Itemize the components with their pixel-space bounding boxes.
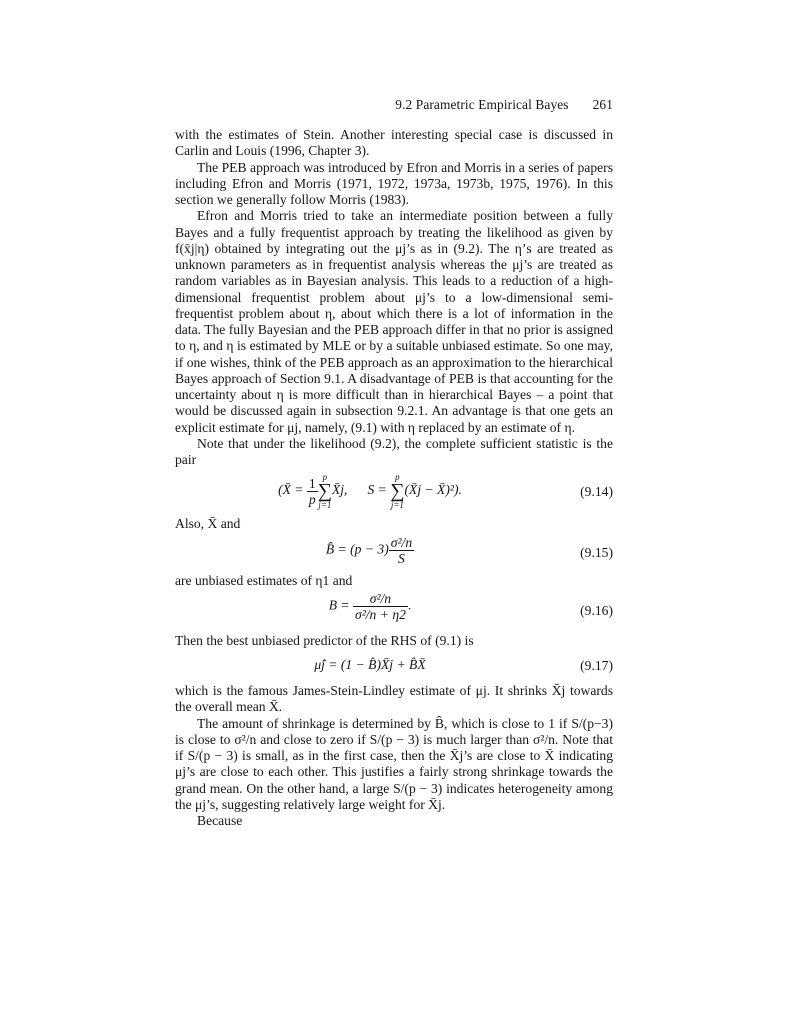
eq16-tail: . bbox=[407, 597, 412, 613]
body-text bbox=[175, 127, 613, 829]
paragraph-1: with the estimates of Stein. Another interesting special case is discussed in Carlin and Louis (1996, Chapter 3). bbox=[175, 127, 613, 159]
paragraph-2: The PEB approach was introduced by Efron and Morris in a series of papers including Efron and Morris (1971, 1972, 1973a, 1973b, 1975, 1976). In this section we generally follow Morris (1983). bbox=[175, 159, 613, 207]
eq15-frac-num: σ²/n bbox=[390, 534, 413, 550]
eq14-frac-num: 1 bbox=[308, 475, 316, 491]
equation-9-15 bbox=[175, 535, 613, 571]
eq14-sum1-lower: j=1 bbox=[318, 500, 332, 511]
page-number: 261 bbox=[592, 97, 613, 112]
equation-number-9-15: (9.15) bbox=[580, 544, 613, 560]
equation-9-14-math bbox=[175, 472, 565, 510]
paragraph-4: Note that under the likelihood (9.2), the complete sufficient statistic is the pair bbox=[175, 435, 613, 467]
eq16-frac-num: σ²/n bbox=[353, 591, 408, 607]
paragraph-10: Because bbox=[197, 813, 243, 828]
eq16-fraction bbox=[353, 591, 408, 622]
equation-9-15-math bbox=[175, 535, 565, 566]
eq14-s-lhs: S = bbox=[367, 482, 387, 498]
paragraph-3: Efron and Morris tried to take an intermediate position between a fully Bayes and a fully frequentist approach by treating the likelihood as given by f(x̄j|η) obtained by integrating out the μj’s as in (9.2). The η’s are treated as unknown parameters as in frequentist analysis whereas the μj’s are treated as random variables as in Bayesian analysis. This leads to a reduction of a high-dimensional frequentist problem about μj’s to a low-dimensional semi-frequentist problem about η, about which there is a lot of information in the data. The fully Bayesian and the PEB approach differ in that no prior is assigned to η, and η is estimated by MLE or by a suitable unbiased estimate. So one may, if one wishes, think of the PEB approach as an approximation to the hierarchical Bayes approach of Section 9.1. A disadvantage of PEB is that accounting for the uncertainty about η is more difficult than in hierarchical Bayes – a point that would be discussed again in subsection 9.2.1. An advantage is that one gets an explicit estimate for μj, namely, (9.1) with η replaced by an estimate of η. bbox=[175, 208, 613, 435]
eq14-sum1-upper: p bbox=[322, 472, 328, 483]
eq14-open: (X̄ = bbox=[278, 482, 304, 498]
eq16-frac-den: σ²/n + η2 bbox=[355, 606, 406, 622]
eq14-frac-den: p bbox=[308, 491, 316, 507]
eq15-fraction bbox=[389, 535, 414, 566]
section-title: 9.2 Parametric Empirical Bayes bbox=[395, 97, 569, 112]
paragraph-5: Also, X̄ and bbox=[175, 516, 241, 532]
eq15-lhs: B̂ = (p − 3) bbox=[325, 541, 389, 557]
paragraph-6: are unbiased estimates of η1 and bbox=[175, 572, 353, 588]
equation-9-16 bbox=[175, 591, 613, 631]
eq15-frac-den: S bbox=[398, 550, 405, 566]
eq14-sum-1: p ∑ j=1 bbox=[317, 472, 332, 511]
equation-number-9-17: (9.17) bbox=[580, 657, 613, 673]
eq14-sum-2: p ∑ j=1 bbox=[390, 472, 405, 511]
equation-number-9-16: (9.16) bbox=[580, 602, 613, 618]
paragraph-7: Then the best unbiased predictor of the RHS of (9.1) is bbox=[175, 632, 474, 648]
paragraph-8: which is the famous James-Stein-Lindley estimate of μj. It shrinks X̄j towards the overall mean X̄. bbox=[175, 683, 613, 715]
equation-9-17 bbox=[175, 651, 613, 681]
eq14-sum2-term: (X̄j − X̄)²). bbox=[404, 482, 462, 498]
eq16-lhs: B = bbox=[328, 597, 350, 613]
eq14-sum2-lower: j=1 bbox=[390, 500, 404, 511]
equation-9-16-math bbox=[175, 591, 565, 622]
equation-number-9-14: (9.14) bbox=[580, 484, 613, 500]
eq14-sum1-term: X̄j, bbox=[331, 482, 348, 498]
eq14-fraction bbox=[307, 476, 318, 507]
running-header bbox=[175, 97, 613, 113]
equation-9-17-math: μ̂j = (1 − B̂)X̄j + B̂X̄ bbox=[314, 657, 426, 672]
equation-9-14 bbox=[175, 470, 613, 514]
eq14-sum2-upper: p bbox=[395, 472, 400, 483]
paragraph-9: The amount of shrinkage is determined by B̂, which is close to 1 if S/(p−3) is close to σ²/n and close to zero if S/(p − 3) is much larger than σ²/n. Note that if S/(p − 3) is small, as in the first case, then the X̄j’s are close to X̄ indicating μj’s are close to each other. This justifies a fairly strong shrinkage towards the grand mean. On the other hand, a large S/(p − 3) indicates heterogeneity among the μj’s, suggesting relatively large weight for X̄j. bbox=[175, 715, 613, 812]
